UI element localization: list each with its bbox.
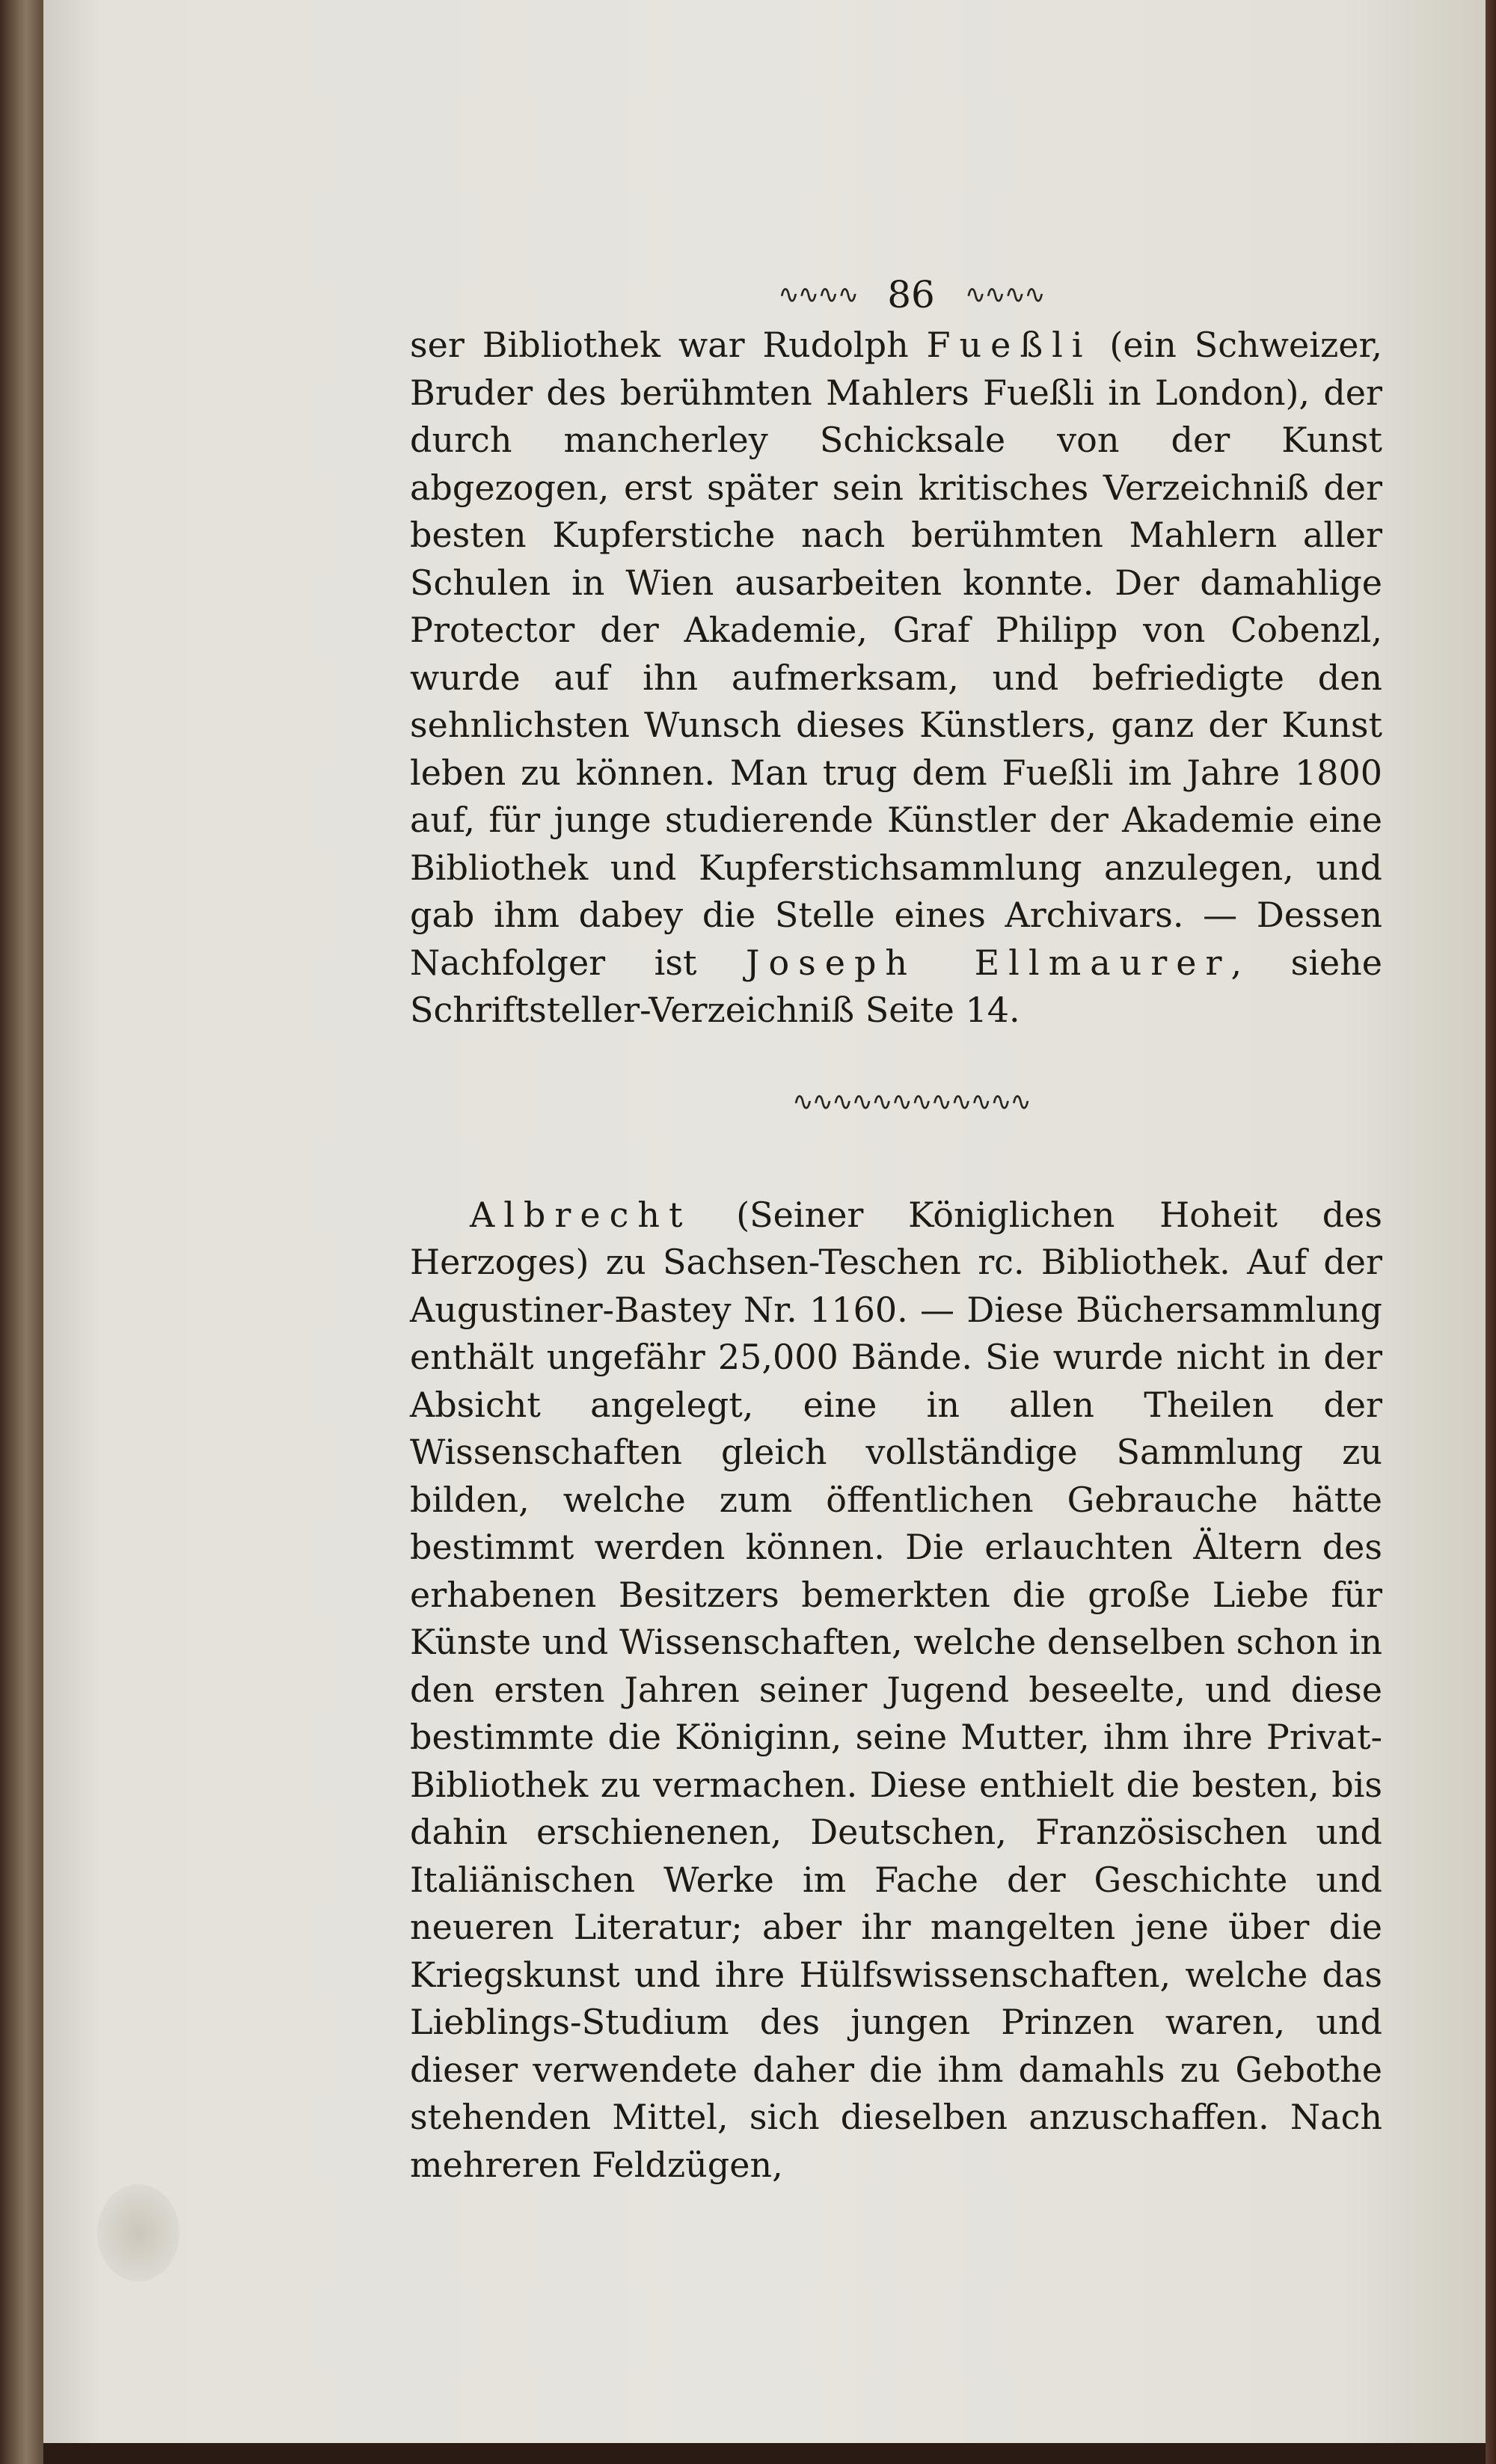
paragraph-text: ser Bibliothek war Rudolph [410,325,927,365]
name-fuessli: Fueßli [926,325,1092,365]
page-right-edge [1486,0,1496,2464]
section-divider: ∿∿∿∿∿∿∿∿∿∿∿∿ [792,1086,1030,1117]
name-albrecht: Albrecht [470,1194,692,1235]
page-header [440,269,1382,322]
name-ellmaurer: Joseph Ellmaurer [746,942,1231,983]
text-block [410,269,1382,2189]
paragraph-text: (Seiner Königlichen Hoheit des Herzoges) zu Sachsen-Teschen rc. Bibliothek. Auf der Augustiner-Bastey Nr. 1160. — Diese Büchersammlung enthält ungefähr 25,000 Bände. Sie wurde nicht in der Absicht angelegt, eine in allen Theilen der Wissenschaften gleich vollständige Sammlung zu bilden, welche zum öffentlichen Gebrauche hätte bestimmt werden können. Die erlauchten Ältern des erhabenen Besitzers bemerkten die große Liebe für Künste und Wissenschaften, welche denselben schon in den ersten Jahren seiner Jugend beseelte, und diese bestimmte die Königinn, seine Mutter, ihm ihre Privat-Bibliothek zu vermachen. Diese enthielt die besten, bis dahin erschienenen, Deutschen, Französischen und Italiänischen Werke im Fache der Geschichte und neueren Literatur; aber ihr mangelten jene über die Kriegskunst und ihre Hülfswissenschaften, welche das Lieblings-Studium des jungen Prinzen waren, und dieser verwendete daher die ihm damahls zu Gebothe stehenden Mittel, sich dieselben anzuschaffen. Nach mehreren Feldzügen, [410,1194,1382,2185]
paragraph-albrecht [410,1192,1382,2189]
book-spine-edge [0,0,43,2464]
paper-stain [97,2184,180,2281]
header-ornament-right: ∿∿∿∿ [964,280,1044,310]
header-ornament-left: ∿∿∿∿ [778,280,858,310]
paragraph-fuessli [410,322,1382,1035]
page-number: 86 [887,273,935,317]
paragraph-text: (ein Schweizer, Bruder des berühmten Mahlers Fueßli in London), der durch mancherley Schicksale von der Kunst abgezogen, erst später sein kritisches Verzeichniß der besten Kupferstiche nach berühmten Mahlern aller Schulen in Wien ausarbeiten konnte. Der damahlige Protector der Akademie, Graf Philipp von Cobenzl, wurde auf ihn aufmerksam, und befriedigte den sehnlichsten Wunsch dieses Künstlers, ganz der Kunst leben zu können. Man trug dem Fueßli im Jahre 1800 auf, für junge studierende Künstler der Akademie eine Bibliothek und Kupferstichsammlung anzulegen, und gab ihm dabey die Stelle eines Archivars. — Dessen Nachfolger ist [410,325,1382,983]
paragraph-text: , siehe Schriftsteller-Verzeichniß Seite 14. [410,942,1382,1030]
